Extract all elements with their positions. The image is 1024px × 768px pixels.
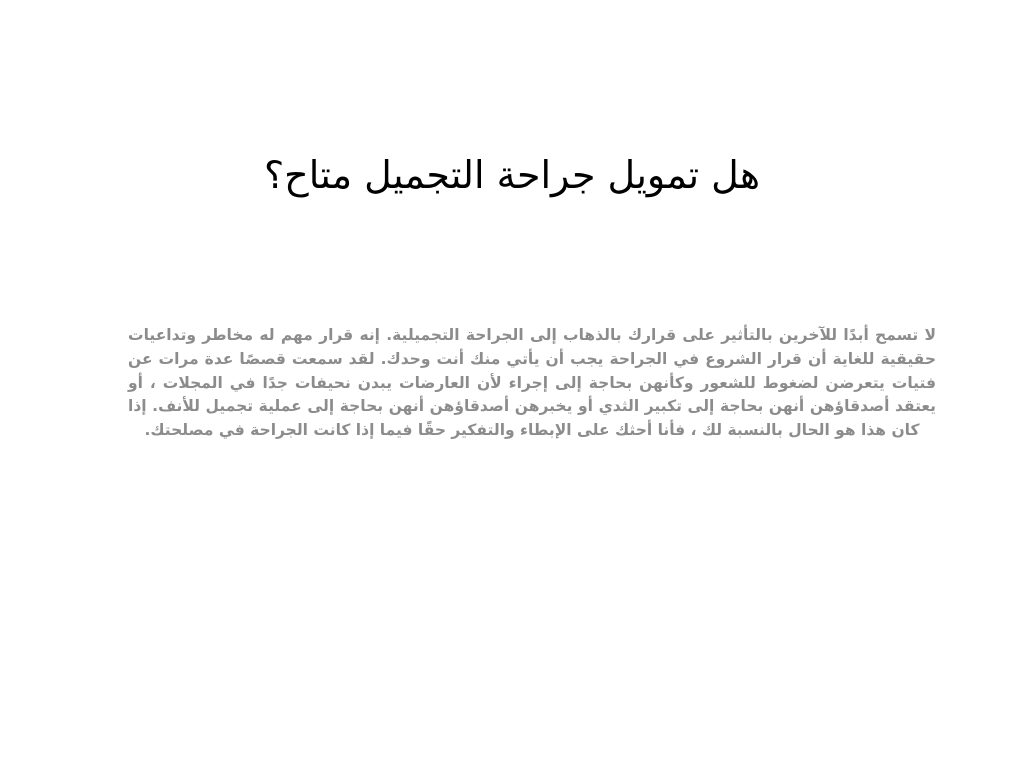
slide-body-text: لا تسمح أبدًا للآخرين بالتأثير على قرارك بالذهاب إلى الجراحة التجميلية. إنه قرار مهم له مخاطر وتداعيات حقيقية للغاية أن قرار الشروع في الجراحة يجب أن يأتي منك أنت وحدك. لقد سمعت قصصًا عدة مرات عن فتيات يتعرضن لضغوط للشعور وكأنهن بحاجة إلى إجراء لأن العارضات يبدن نحيفات جدًا في المجلات ، أو يعتقد أصدقاؤهن أنهن بحاجة إلى تكبير الثدي أو يخبرهن أصدقاؤهن أنهن بحاجة إلى عملية تجميل للأنف. إذا كان هذا هو الحال بالنسبة لك ، فأنا أحثك على الإبطاء والتفكير حقًا فيما إذا كانت الجراحة في مصلحتك.	[128, 326, 936, 440]
slide-title: هل تمويل جراحة التجميل متاح؟	[264, 153, 760, 197]
